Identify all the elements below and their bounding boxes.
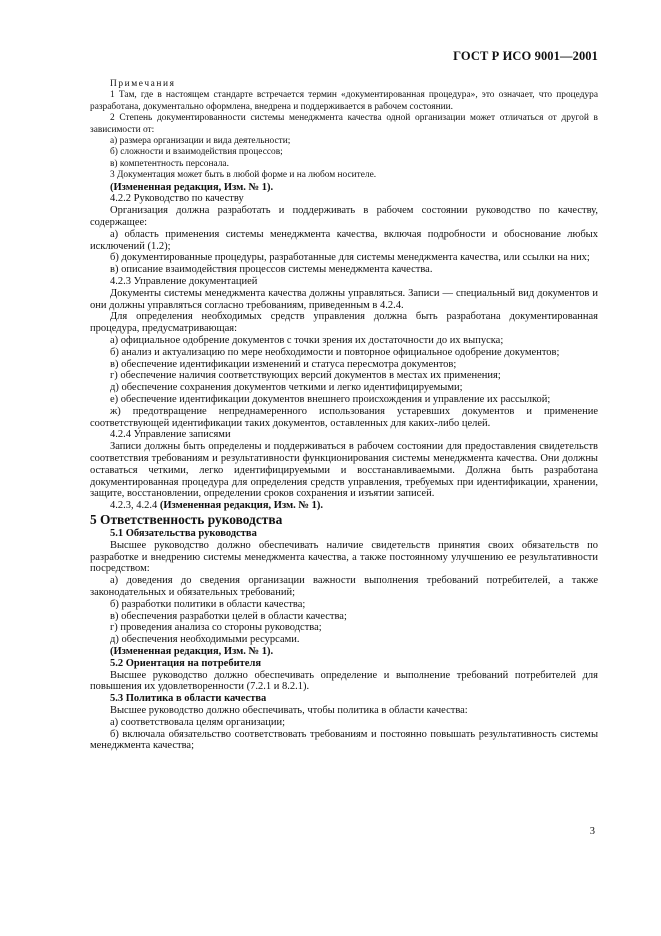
list-item: д) обеспечения необходимыми ресурсами. [110, 634, 300, 646]
list-item: в) обеспечение идентификации изменений и статуса пересмотра документов; [110, 358, 457, 370]
note-2-item-b: б) сложности и взаимодействия процессов; [110, 147, 283, 158]
list-item: г) обеспечение наличия соответствующих версий документов в местах их применения; [110, 370, 501, 382]
list-item: а) официальное одобрение документов с точки зрения их достаточности до их выпуска; [110, 335, 504, 347]
notes-heading: Примечания [110, 79, 176, 89]
list-item: а) область применения системы менеджмента качества, включая подробности и обоснование любых исключений (1.2); [90, 228, 598, 252]
amendment-note: (Измененная редакция, Изм. № 1). [159, 500, 323, 512]
note-2: 2 Степень документированности системы менеджмента качества одной организации может отличаться от другой в зависимости от: [90, 113, 598, 135]
list-item: а) доведения до сведения организации важности выполнения требований потребителей, а также законодательных и обязательных требований; [90, 575, 598, 598]
note-1: 1 Там, где в настоящем стандарте встречается термин «документированная процедура», это означает, что процедура разработана, документально оформлена, внедрена и поддерживается в рабочем состоянии. [90, 90, 598, 112]
body-text [90, 182, 598, 752]
section-heading-5: 5 Ответственность руководства [90, 511, 283, 527]
paragraph: Высшее руководство должно обеспечивать определение и выполнение требований потребителей для повышения их удовлетворенности (7.2.1 и 8.2.1). [90, 669, 598, 693]
page-content [90, 79, 598, 752]
list-item: е) обеспечение идентификации документов внешнего происхождения и управление их рассылкой; [110, 394, 551, 405]
note-2-item-a: а) размера организации и вида деятельности; [110, 136, 291, 147]
list-item: б) документированные процедуры, разработанные для системы менеджмента качества, или ссылки на них; [110, 252, 590, 264]
section-heading-4-2-3: 4.2.3 Управление документацией [110, 276, 258, 288]
notes-block [90, 79, 598, 182]
list-item: г) проведения анализа со стороны руководства; [110, 622, 322, 634]
standard-header: ГОСТ Р ИСО 9001—2001 [453, 49, 598, 63]
paragraph: Документы системы менеджмента качества должны управляться. Записи — специальный вид документов и они должны управляться согласно требованиям, приведенным в 4.2.4. [90, 287, 598, 311]
list-item: в) обеспечения разработки целей в области качества; [110, 610, 347, 622]
list-item: б) анализ и актуализацию по мере необходимости и повторное официальное одобрение документов; [110, 346, 560, 358]
list-item: ж) предотвращение непреднамеренного использования устаревших документов и применение соответствующей идентификации таких документов, оставленных для каких-либо целей. [90, 405, 598, 429]
paragraph: Высшее руководство должно обеспечивать, чтобы политика в области качества: [110, 704, 468, 716]
paragraph: Высшее руководство должно обеспечивать наличие свидетельств принятия своих обязательств по разработке и внедрению системы менеджмента качества, а также постоянному улучшению ее результативности посредством: [90, 539, 598, 575]
amendment-note-line [90, 500, 598, 512]
section-heading-4-2-2: 4.2.2 Руководство по качеству [110, 193, 244, 205]
amendment-note: (Измененная редакция, Изм. № 1). [110, 645, 274, 657]
paragraph: Для определения необходимых средств управления должна быть разработана документированная процедура, предусматривающая: [90, 311, 598, 335]
page-number: 3 [589, 826, 595, 837]
list-item: д) обеспечение сохранения документов четкими и легко идентифицируемыми; [110, 382, 463, 394]
section-heading-5-2: 5.2 Ориентация на потребителя [110, 657, 262, 669]
list-item: б) включала обязательство соответствовать требованиям и постоянно повышать результативность системы менеджмента качества; [90, 728, 598, 752]
list-item: б) разработки политики в области качества; [110, 598, 306, 610]
list-item: а) соответствовала целям организации; [110, 716, 286, 728]
note-3: 3 Документация может быть в любой форме и на любом носителе. [110, 170, 377, 181]
paragraph: Организация должна разработать и поддерживать в рабочем состоянии руководство по качеству, содержащее: [90, 205, 598, 229]
amendment-clauses: 4.2.3, 4.2.4 [110, 500, 160, 512]
note-2-item-c: в) компетентность персонала. [110, 158, 229, 169]
section-heading-5-1: 5.1 Обязательства руководства [110, 527, 257, 539]
section-heading-5-3: 5.3 Политика в области качества [110, 693, 267, 705]
section-heading-4-2-4: 4.2.4 Управление записями [110, 429, 231, 441]
amendment-note: (Измененная редакция, Изм. № 1). [110, 181, 274, 193]
paragraph: Записи должны быть определены и поддерживаться в рабочем состоянии для предоставления свидетельств соответствия требованиям и результативности функционирования системы менеджмента качества. Они должны оставаться четкими, легко идентифицируемыми и восстанавливаемыми. Должна быть разработана документированная процедура для определения средств управления, требуемых при идентификации, хранении, защите, восстановлении, определении сроков сохранения и изъятии записей. [90, 441, 598, 500]
list-item: в) описание взаимодействия процессов системы менеджмента качества. [110, 264, 433, 276]
